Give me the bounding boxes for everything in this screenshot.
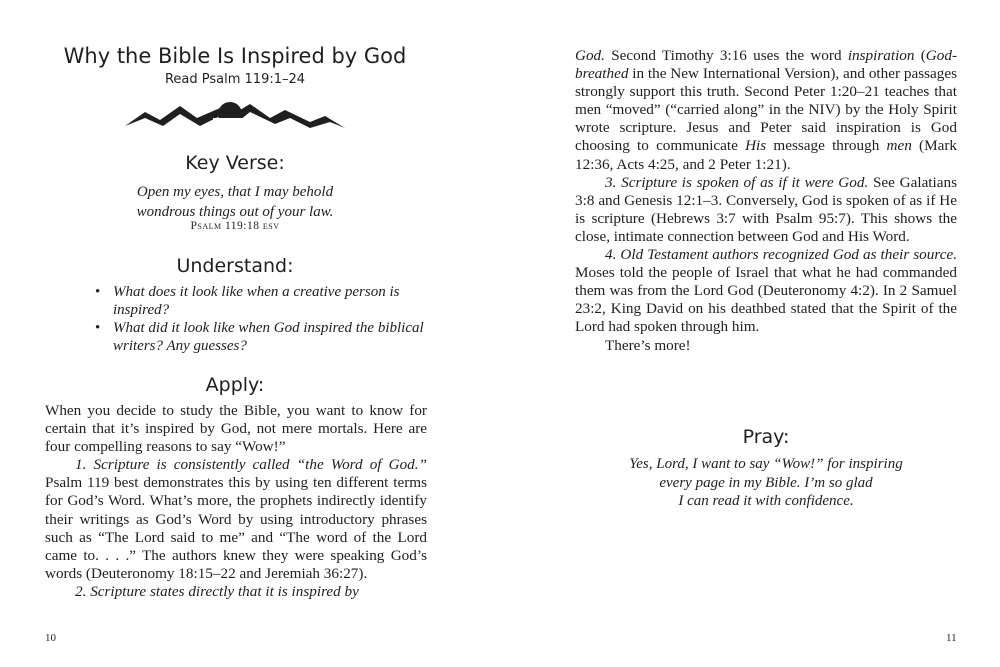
text-run: message through xyxy=(766,137,887,155)
text-run: ( xyxy=(914,47,926,64)
key-verse-text xyxy=(45,182,425,222)
text-run: men xyxy=(886,137,912,155)
text-run: His xyxy=(745,137,767,155)
key-verse-line: Open my eyes, that I may behold xyxy=(136,184,334,200)
reason-2-title-end: God. xyxy=(575,47,605,64)
reason-2-title: 2. Scripture states directly that it is inspired by xyxy=(75,582,359,600)
reason-3-title: 3. Scripture is spoken of as if it were God. xyxy=(605,173,869,191)
text-run: Second Timothy 3:16 uses the word xyxy=(604,47,848,64)
understand-list xyxy=(95,283,425,355)
reason-1 xyxy=(45,456,427,583)
pray-heading: Pray: xyxy=(742,426,790,448)
reason-1-title: 1. Scripture is consistently called “the Word of God.” xyxy=(75,456,427,474)
prayer-line: every page in my Bible. I’m so glad xyxy=(659,474,873,491)
more-note: There’s more! xyxy=(605,336,691,354)
reason-1-text: Psalm 119 best demonstrates this by using ten different terms for God’s Word. What’s more, the prophets indirectly identify their writings as God’s Word by using introductory phrases such as “The Lord said to me” and “The word of the Lord came to. . . .” The authors knew they were speaking God’s words (Deuteronomy 18:15–22 and Jeremiah 36:27). xyxy=(45,474,427,582)
page-number: 11 xyxy=(946,632,957,644)
reason-2-continued xyxy=(575,47,957,174)
right-body xyxy=(575,47,957,355)
text-run: in the New International Version), and other passages strongly support this truth. Second Peter 1:20–21 teaches that men “moved” (“carried along” in the NIV) by the Holy Spirit wrote scripture. Jesus and Peter said inspiration is God choosing to communicate xyxy=(575,65,957,155)
text-run: (Mark 12:36, Acts 4:25, and 2 Peter 1:21). xyxy=(575,137,958,173)
list-item: • What does it look like when a creative person is inspired? xyxy=(95,283,425,319)
list-item: • What did it look like when God inspired the biblical writers? Any guesses? xyxy=(95,319,425,355)
key-verse-line: wondrous things out of your law. xyxy=(136,204,334,220)
reason-4-title: 4. Old Testament authors recognized God as their source. xyxy=(605,246,957,264)
reason-3-text: See Galatians 3:8 and Genesis 12:1–3. Conversely, God is spoken of as if He is scripture (Hebrews 3:7 with Psalm 95:7). This shows the close, intimate connection between God and His Word. xyxy=(575,173,957,245)
reason-4 xyxy=(575,246,957,336)
page-number: 10 xyxy=(45,632,56,644)
mountain-sun-icon xyxy=(125,96,345,134)
key-verse-reference: Psalm 119:18 esv xyxy=(190,220,280,232)
key-verse-heading: Key Verse: xyxy=(185,152,285,174)
reason-2-start xyxy=(45,583,427,601)
prayer-text xyxy=(575,455,957,511)
prayer-line: I can read it with confidence. xyxy=(678,493,854,509)
page-title: Why the Bible Is Inspired by God xyxy=(63,44,407,68)
reason-4-text: Moses told the people of Israel that what he had commanded them was from the Lord God (Deuteronomy 4:2). In 2 Samuel 23:2, King David on his deathbed stated that the Spirit of the Lord had spoken through him. xyxy=(575,264,957,336)
reason-3 xyxy=(575,174,957,246)
apply-heading: Apply: xyxy=(205,374,265,396)
text-run: inspiration xyxy=(847,47,915,64)
prayer-line: Yes, Lord, I want to say “Wow!” for inspiring xyxy=(629,456,903,472)
reading-reference: Read Psalm 119:1–24 xyxy=(164,72,306,87)
apply-body xyxy=(45,402,427,601)
understand-heading: Understand: xyxy=(176,255,294,277)
text-run: God-breathed xyxy=(575,47,958,83)
apply-intro: When you decide to study the Bible, you want to know for certain that it’s inspired by God, not mere mortals. Here are four compelling reasons to say “Wow!” xyxy=(45,402,427,456)
